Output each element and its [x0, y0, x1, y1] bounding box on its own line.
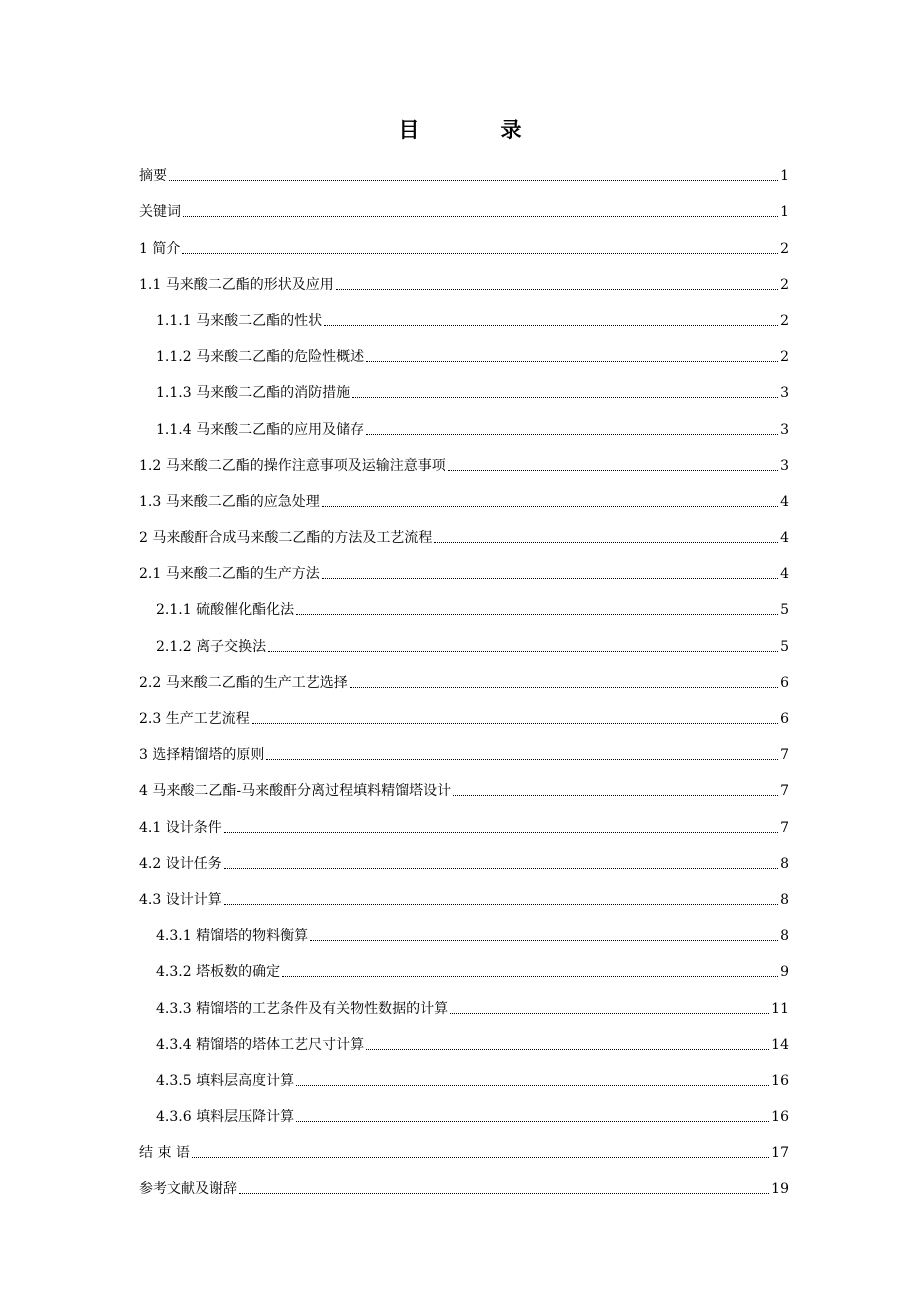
- dot-leader: [366, 360, 778, 362]
- toc-entry-page-number: 8: [780, 928, 789, 945]
- toc-entry-title: 2.1.1 硫酸催化酯化法: [156, 602, 295, 619]
- toc-entry-page-number: 9: [780, 964, 789, 981]
- dot-leader: [296, 1120, 769, 1122]
- toc-entry[interactable]: [139, 221, 789, 257]
- dot-leader: [224, 831, 778, 833]
- dot-leader: [282, 975, 778, 977]
- toc-entry[interactable]: [139, 981, 789, 1017]
- toc-entry-title: 2.1.2 离子交换法: [156, 638, 267, 655]
- toc-entry[interactable]: [139, 837, 789, 873]
- dot-leader: [239, 1192, 769, 1194]
- toc-entry[interactable]: [139, 692, 789, 728]
- dot-leader: [182, 252, 778, 254]
- toc-entry-title: 关键词: [139, 204, 181, 221]
- toc-entry[interactable]: [139, 1126, 789, 1162]
- toc-entry-page-number: 1: [780, 168, 789, 185]
- toc-entry-title: 摘要: [139, 168, 167, 185]
- dot-leader: [224, 867, 778, 869]
- toc-entry[interactable]: [139, 185, 789, 221]
- dot-leader: [183, 215, 778, 217]
- toc-entry-page-number: 7: [780, 819, 789, 836]
- toc-entry-title: 2 马来酸酐合成马来酸二乙酯的方法及工艺流程: [139, 530, 433, 547]
- toc-entry[interactable]: [139, 511, 789, 547]
- toc-entry-title: 4.3.1 精馏塔的物料衡算: [156, 928, 309, 945]
- dot-leader: [266, 758, 778, 760]
- toc-entry[interactable]: [139, 547, 789, 583]
- toc-entry[interactable]: [139, 294, 789, 330]
- toc-entry-title: 2.1 马来酸二乙酯的生产方法: [139, 566, 320, 583]
- toc-entry-page-number: 8: [780, 891, 789, 908]
- toc-entry-page-number: 2: [780, 276, 789, 293]
- toc-entry-title: 4.3.6 填料层压降计算: [156, 1109, 295, 1126]
- dot-leader: [366, 433, 778, 435]
- toc-entry-page-number: 5: [780, 638, 789, 655]
- toc-entry-title: 2.3 生产工艺流程: [139, 711, 250, 727]
- toc-entry[interactable]: [139, 873, 789, 909]
- toc-entry[interactable]: [139, 330, 789, 366]
- dot-leader: [448, 469, 778, 471]
- toc-entry-page-number: 4: [780, 493, 789, 510]
- toc-entry-title: 1.2 马来酸二乙酯的操作注意事项及运输注意事项: [139, 457, 446, 474]
- toc-entry-page-number: 16: [771, 1072, 789, 1089]
- toc-entry[interactable]: [139, 1090, 789, 1126]
- toc-entry-title: 4 马来酸二乙酯-马来酸酐分离过程填料精馏塔设计: [139, 783, 452, 800]
- toc-entry[interactable]: [139, 909, 789, 945]
- toc-entry-page-number: 6: [780, 711, 789, 727]
- toc-entry-page-number: 8: [780, 855, 789, 872]
- toc-entry-page-number: 17: [771, 1145, 789, 1162]
- toc-entry-title: 2.2 马来酸二乙酯的生产工艺选择: [139, 674, 348, 691]
- toc-entry-title: 4.3.2 塔板数的确定: [156, 964, 281, 981]
- toc-entry-page-number: 3: [780, 385, 789, 402]
- toc-entry-title: 1.1.3 马来酸二乙酯的消防措施: [156, 385, 351, 402]
- toc-entry-page-number: 4: [780, 566, 789, 583]
- toc-entry-page-number: 4: [780, 530, 789, 547]
- dot-leader: [324, 324, 778, 326]
- toc-entry-title: 结 束 语: [139, 1145, 190, 1162]
- toc-entry-title: 1.3 马来酸二乙酯的应急处理: [139, 493, 320, 510]
- toc-entry-page-number: 11: [771, 1000, 789, 1017]
- toc-entry-page-number: 19: [771, 1181, 789, 1198]
- toc-entry[interactable]: [139, 475, 789, 511]
- dot-leader: [252, 722, 778, 724]
- toc-entry-page-number: 14: [771, 1036, 789, 1053]
- toc-entry[interactable]: [139, 764, 789, 800]
- toc-entry-page-number: 3: [780, 457, 789, 474]
- toc-entry-title: 4.1 设计条件: [139, 819, 222, 836]
- toc-entry[interactable]: [139, 1018, 789, 1054]
- toc-entry-page-number: 2: [780, 240, 789, 257]
- toc-entry[interactable]: [139, 728, 789, 764]
- dot-leader: [268, 650, 778, 652]
- toc-entry[interactable]: [139, 402, 789, 438]
- toc-entry-title: 参考文献及谢辞: [139, 1181, 237, 1198]
- toc-entry[interactable]: [139, 1162, 789, 1198]
- toc-entry-title: 1.1.4 马来酸二乙酯的应用及储存: [156, 421, 365, 438]
- dot-leader: [366, 1048, 769, 1050]
- dot-leader: [453, 794, 778, 796]
- toc-entry[interactable]: [139, 439, 789, 475]
- dot-leader: [350, 686, 778, 688]
- dot-leader: [322, 577, 778, 579]
- dot-leader: [169, 179, 778, 181]
- toc-entry-title: 4.3.5 填料层高度计算: [156, 1072, 295, 1089]
- toc-entry-page-number: 2: [780, 349, 789, 366]
- toc-entry[interactable]: [139, 1054, 789, 1090]
- dot-leader: [310, 939, 778, 941]
- toc-entry[interactable]: [139, 800, 789, 836]
- toc-entry[interactable]: [139, 149, 789, 185]
- dot-leader: [336, 288, 778, 290]
- toc-entry-title: 4.3.3 精馏塔的工艺条件及有关物性数据的计算: [156, 1000, 449, 1017]
- toc-entry[interactable]: [139, 619, 789, 655]
- dot-leader: [450, 1012, 769, 1014]
- toc-entry-page-number: 7: [780, 747, 789, 764]
- toc-entry[interactable]: [139, 366, 789, 402]
- toc-entry-page-number: 3: [780, 421, 789, 438]
- dot-leader: [296, 613, 778, 615]
- dot-leader: [224, 903, 778, 905]
- toc-entry[interactable]: [139, 945, 789, 981]
- dot-leader: [192, 1156, 769, 1158]
- toc-entry-title: 4.2 设计任务: [139, 855, 222, 872]
- toc-entry-page-number: 1: [780, 204, 789, 221]
- toc-entry[interactable]: [139, 583, 789, 619]
- toc-entry[interactable]: [139, 656, 789, 692]
- toc-entry-title: 3 选择精馏塔的原则: [139, 747, 265, 764]
- toc-entry-page-number: 7: [780, 783, 789, 800]
- toc-entry-page-number: 5: [780, 602, 789, 619]
- toc-entry-title: 4.3 设计计算: [139, 891, 222, 908]
- toc-entry-title: 1.1.1 马来酸二乙酯的性状: [156, 312, 323, 329]
- page-title: 目 录: [398, 117, 552, 142]
- dot-leader: [434, 541, 778, 543]
- dot-leader: [352, 396, 778, 398]
- toc-entry-title: 1.1 马来酸二乙酯的形状及应用: [139, 276, 334, 293]
- dot-leader: [322, 505, 778, 507]
- toc-entry-title: 1.1.2 马来酸二乙酯的危险性概述: [156, 349, 365, 366]
- table-of-contents: [139, 149, 789, 1198]
- toc-entry-page-number: 16: [771, 1109, 789, 1126]
- dot-leader: [296, 1084, 769, 1086]
- toc-entry-title: 1 简介: [139, 240, 181, 257]
- toc-entry[interactable]: [139, 258, 789, 294]
- toc-entry-title: 4.3.4 精馏塔的塔体工艺尺寸计算: [156, 1036, 365, 1053]
- toc-entry-page-number: 2: [780, 312, 789, 329]
- toc-entry-page-number: 6: [780, 674, 789, 691]
